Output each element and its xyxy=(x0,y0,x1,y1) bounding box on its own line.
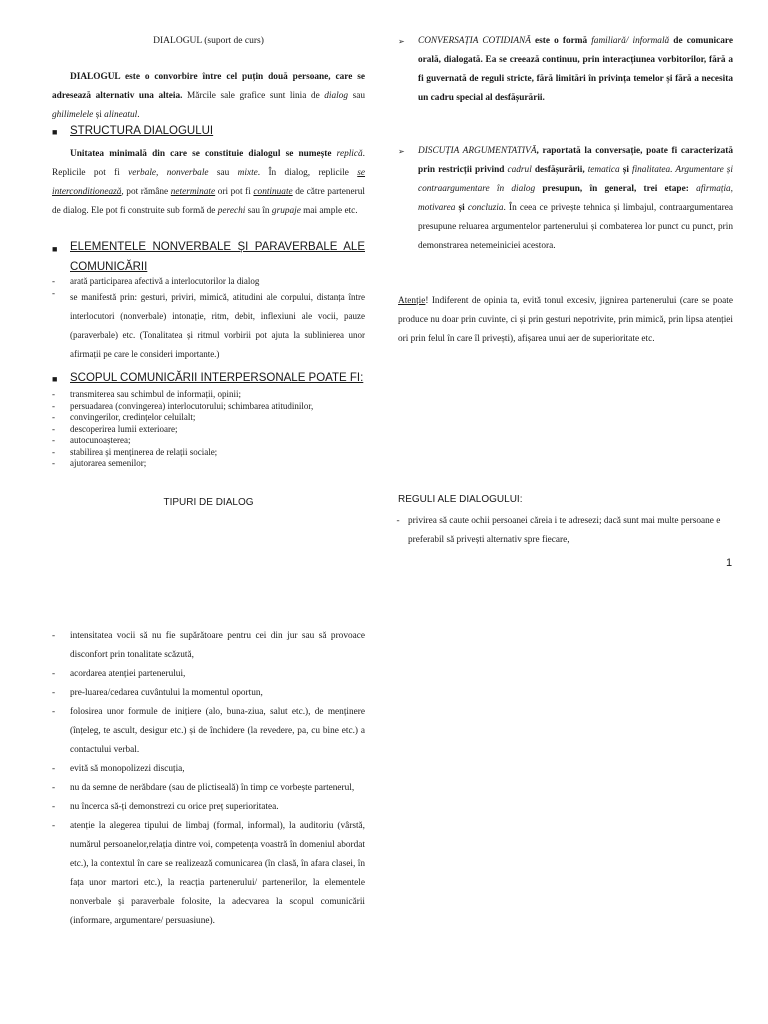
elemente-list xyxy=(52,276,365,364)
list-item xyxy=(52,684,365,703)
structura-bold: Unitatea minimală din care se constituie dialogul se numește xyxy=(70,149,337,159)
list-item-text: evită să monopolizezi discuția, xyxy=(70,764,185,774)
em-grupaje: grupaje xyxy=(271,206,301,216)
discutia-text xyxy=(418,142,733,256)
intro-em-alineat: alineatul xyxy=(104,110,138,120)
tipuri-heading: TIPURI DE DIALOG xyxy=(163,497,254,508)
dash-bullet: - xyxy=(52,631,56,641)
list-item-text: descoperirea lumii exterioare; xyxy=(70,423,178,434)
list-item-text: privirea să caute ochii persoanei căreia i te adresezi; dacă sunt mai multe persoane e preferabil să privești alternativ spre fiecare, xyxy=(408,516,721,545)
dash-bullet: - xyxy=(52,688,56,698)
structura-heading xyxy=(52,125,365,137)
intro-em-ghilimele: ghilimelele xyxy=(52,110,94,120)
list-item-text: acordarea atenției partenerului, xyxy=(70,669,186,679)
page-number: 1 xyxy=(726,557,733,569)
intro-em-dialog: dialog xyxy=(324,91,349,101)
em-tematica: tematica xyxy=(587,165,620,175)
dash-bullet: - xyxy=(52,783,56,793)
list-item xyxy=(52,760,365,779)
list-item-text: intensitatea vocii să nu fie supărătoare pentru cei din jur sau să provoace disconfort prin tonalitate scăzută, xyxy=(70,631,365,660)
structura-text: sau xyxy=(208,168,238,178)
dash-bullet: - xyxy=(52,400,55,411)
em-replica: replică xyxy=(336,149,363,159)
conversatia-text xyxy=(418,32,733,108)
list-item xyxy=(52,447,365,459)
list-item xyxy=(52,817,365,931)
dash-bullet: - xyxy=(52,446,55,457)
list-item-text: arată participarea afectivă a interlocutorilor la dialog xyxy=(70,276,260,286)
list-item-text: persuadarea (convingerea) interlocutorului; schimbarea atitudinilor, xyxy=(70,400,314,411)
list-item-text: pre-luarea/cedarea cuvântului la momentul oportun, xyxy=(70,688,263,698)
structura-paragraph xyxy=(52,145,365,221)
page-2 xyxy=(0,575,768,1024)
reguli-continued-list xyxy=(52,627,365,931)
underline-neterminate: neterminate xyxy=(170,187,216,197)
em-finalitatea: finalitatea. Argumentare și contraargumentare în dialog xyxy=(418,165,733,194)
arrow-bullet-icon: ➢ xyxy=(398,147,405,156)
em-familiara: familiară/ informală xyxy=(591,36,670,46)
structura-text: de către partenerul de dialog. Ele pot fi construite sub formă de xyxy=(52,187,365,216)
discutia-bold: , raportată la conversație, poate fi caracterizată prin restricții privind xyxy=(418,146,733,175)
dash-bullet: - xyxy=(52,389,55,399)
dash-bullet: - xyxy=(52,707,56,717)
dash-bullet: - xyxy=(52,669,56,679)
list-item-text: convingerilor, credințelor celuilalt; xyxy=(70,412,196,422)
discutia-item xyxy=(398,142,734,256)
list-item xyxy=(52,665,365,684)
list-item-text: ajutorarea semenilor; xyxy=(70,458,147,468)
structura-heading-text: STRUCTURA DIALOGULUI xyxy=(70,125,214,137)
structura-text: . Replicile pot fi xyxy=(52,149,365,178)
conversatia-bold: de comunicare orală, dialogată. Ea se creează continuu, prin interacțiunea vorbitorilor, fără a fi guvernată de reguli stricte, fără limitări în privința temelor și fără a necesita un cadru special al desfășurării. xyxy=(418,36,733,103)
list-item xyxy=(52,412,365,424)
list-item xyxy=(52,435,365,447)
list-item xyxy=(52,288,365,364)
list-item-text: se manifestă prin: gesturi, priviri, mimică, atitudini ale corpului, distanța între interlocutori (nonverbale) intonație, ritm, debit, inflexiuni ale vocii, pauze (paraverbale) etc. (Tonalitatea și ritmul vorbirii pot ajuta la sublinierea unor afirmații pe care le consideri importante.) xyxy=(70,291,365,359)
dash-bullet: - xyxy=(52,287,55,298)
discutia-bold: și xyxy=(455,203,468,213)
dash-bullet: - xyxy=(52,764,56,774)
list-item xyxy=(388,512,733,550)
intro-text: sau xyxy=(348,91,365,101)
intro-text: Mărcile sale grafice sunt linia de xyxy=(182,91,325,101)
list-item xyxy=(52,779,365,798)
document-title: DIALOGUL (suport de curs) xyxy=(153,36,264,46)
dash-bullet: - xyxy=(52,802,56,812)
atentie-paragraph xyxy=(398,292,733,349)
em-conversatia: CONVERSAȚIA COTIDIANĂ xyxy=(418,36,531,46)
list-item-text: autocunoașterea; xyxy=(70,435,131,445)
em-mixte: mixte xyxy=(237,168,258,178)
list-item xyxy=(52,703,365,760)
list-item xyxy=(52,424,365,436)
list-item xyxy=(52,401,365,413)
arrow-bullet-icon: ➢ xyxy=(398,37,405,46)
structura-text: ori pot fi xyxy=(215,187,254,197)
intro-bold: DIALOGUL este o convorbire între cel puțin două persoane, care se adresează alternativ una alteia. xyxy=(52,72,365,101)
conversatia-item xyxy=(398,32,733,108)
list-item-text: transmiterea sau schimbul de informații, opinii; xyxy=(70,389,241,399)
atentie-label: Atenție xyxy=(398,296,426,306)
intro-text: . xyxy=(137,110,140,120)
structura-text: , pot rămâne xyxy=(121,187,171,197)
discutia-bold: presupun, în general, trei etape: xyxy=(535,184,697,194)
em-discutia: DISCUȚIA ARGUMENTATIVĂ xyxy=(418,146,537,156)
discutia-bold: și xyxy=(619,165,632,175)
dash-bullet: - xyxy=(52,435,55,445)
dash-bullet: - xyxy=(396,516,400,526)
reguli-heading: REGULI ALE DIALOGULUI: xyxy=(398,494,523,505)
list-item-text: folosirea unor formule de inițiere (alo, buna-ziua, salut etc.), de menținere (înțeleg, te ascult, desigur etc.) și de închidere (la revedere, pa, cu bine etc.) a contactului verbal. xyxy=(70,707,365,755)
em-concluzia: concluzia xyxy=(467,203,504,213)
square-bullet-icon: ■ xyxy=(52,127,58,137)
square-bullet-icon: ■ xyxy=(52,374,58,384)
dash-bullet: - xyxy=(52,458,55,468)
scopul-heading xyxy=(52,372,365,384)
elemente-heading-text: ELEMENTELE NONVERBALE ȘI PARAVERBALE ALE COMUNICĂRII xyxy=(70,241,365,273)
reguli-list xyxy=(388,512,733,550)
square-bullet-icon: ■ xyxy=(52,244,58,254)
underline-interconditioneaza: se interconditionează xyxy=(52,168,366,197)
dash-bullet: - xyxy=(52,412,55,422)
atentie-text: ! Indiferent de opinia ta, evită tonul excesiv, jignirea partenerului (care se poate produce nu doar prin cuvinte, ci și prin gesturi nepotrivite, prin mimică, prin lipsa atenției ori prin felul în care îl privești), afișarea unui aer de superioritate etc. xyxy=(398,296,733,344)
list-item xyxy=(52,458,365,470)
em-afirmatia: afirmația, motivarea xyxy=(418,184,734,213)
intro-text: și xyxy=(93,110,105,120)
elemente-heading xyxy=(52,237,365,277)
em-verbale: verbale, nonverbale xyxy=(128,168,209,178)
em-cadrul: cadrul xyxy=(507,165,532,175)
list-item-text: stabilirea și menținerea de relații sociale; xyxy=(70,446,218,457)
dash-bullet: - xyxy=(52,276,55,286)
list-item xyxy=(52,389,365,401)
structura-text: sau în xyxy=(245,206,272,216)
scopul-list xyxy=(52,389,365,470)
underline-continuate: continuate xyxy=(253,187,293,197)
list-item-text: nu da semne de nerăbdare (sau de plictiseală) în timp ce vorbește partenerul, xyxy=(70,783,355,793)
intro-paragraph xyxy=(52,68,365,125)
list-item-text: nu încerca să-ți demonstrezi cu orice preț superioritatea. xyxy=(70,802,279,812)
scopul-heading-text: SCOPUL COMUNICĂRII INTERPERSONALE POATE FI: xyxy=(70,372,364,384)
dash-bullet: - xyxy=(52,423,55,434)
structura-text: mai ample etc. xyxy=(300,206,358,216)
discutia-bold: desfășurării, xyxy=(531,165,588,175)
list-item-text: atenție la alegerea tipului de limbaj (formal, informal), la auditoriu (vârstă, numărul persoanelor,relația dintre voi, competența voastră în domeniul abordat etc.), la contextul în care se realizează comunicarea (în clasă, în afara clasei, în fața unor martori etc.), la reacția partenerului/ partenerilor, la elementele nonverbale și paraverbale folosite, la adecvarea la scopul comunicării (informare, argumentare/ persuasiune). xyxy=(70,821,365,926)
conversatia-bold: este o formă xyxy=(530,36,592,46)
dash-bullet: - xyxy=(52,821,56,831)
discutia-text-rest: . În ceea ce privește tehnica și limbajul, contraargumentarea presupune reluarea argumentelor partenerului și combaterea lor punct cu punct, prin demonstrarea netemeiniciei acestora. xyxy=(418,203,733,251)
list-item xyxy=(52,798,365,817)
em-perechi: perechi xyxy=(217,206,246,216)
list-item xyxy=(52,627,365,665)
structura-text: . În dialog, replicile xyxy=(257,168,358,178)
list-item xyxy=(52,276,365,288)
